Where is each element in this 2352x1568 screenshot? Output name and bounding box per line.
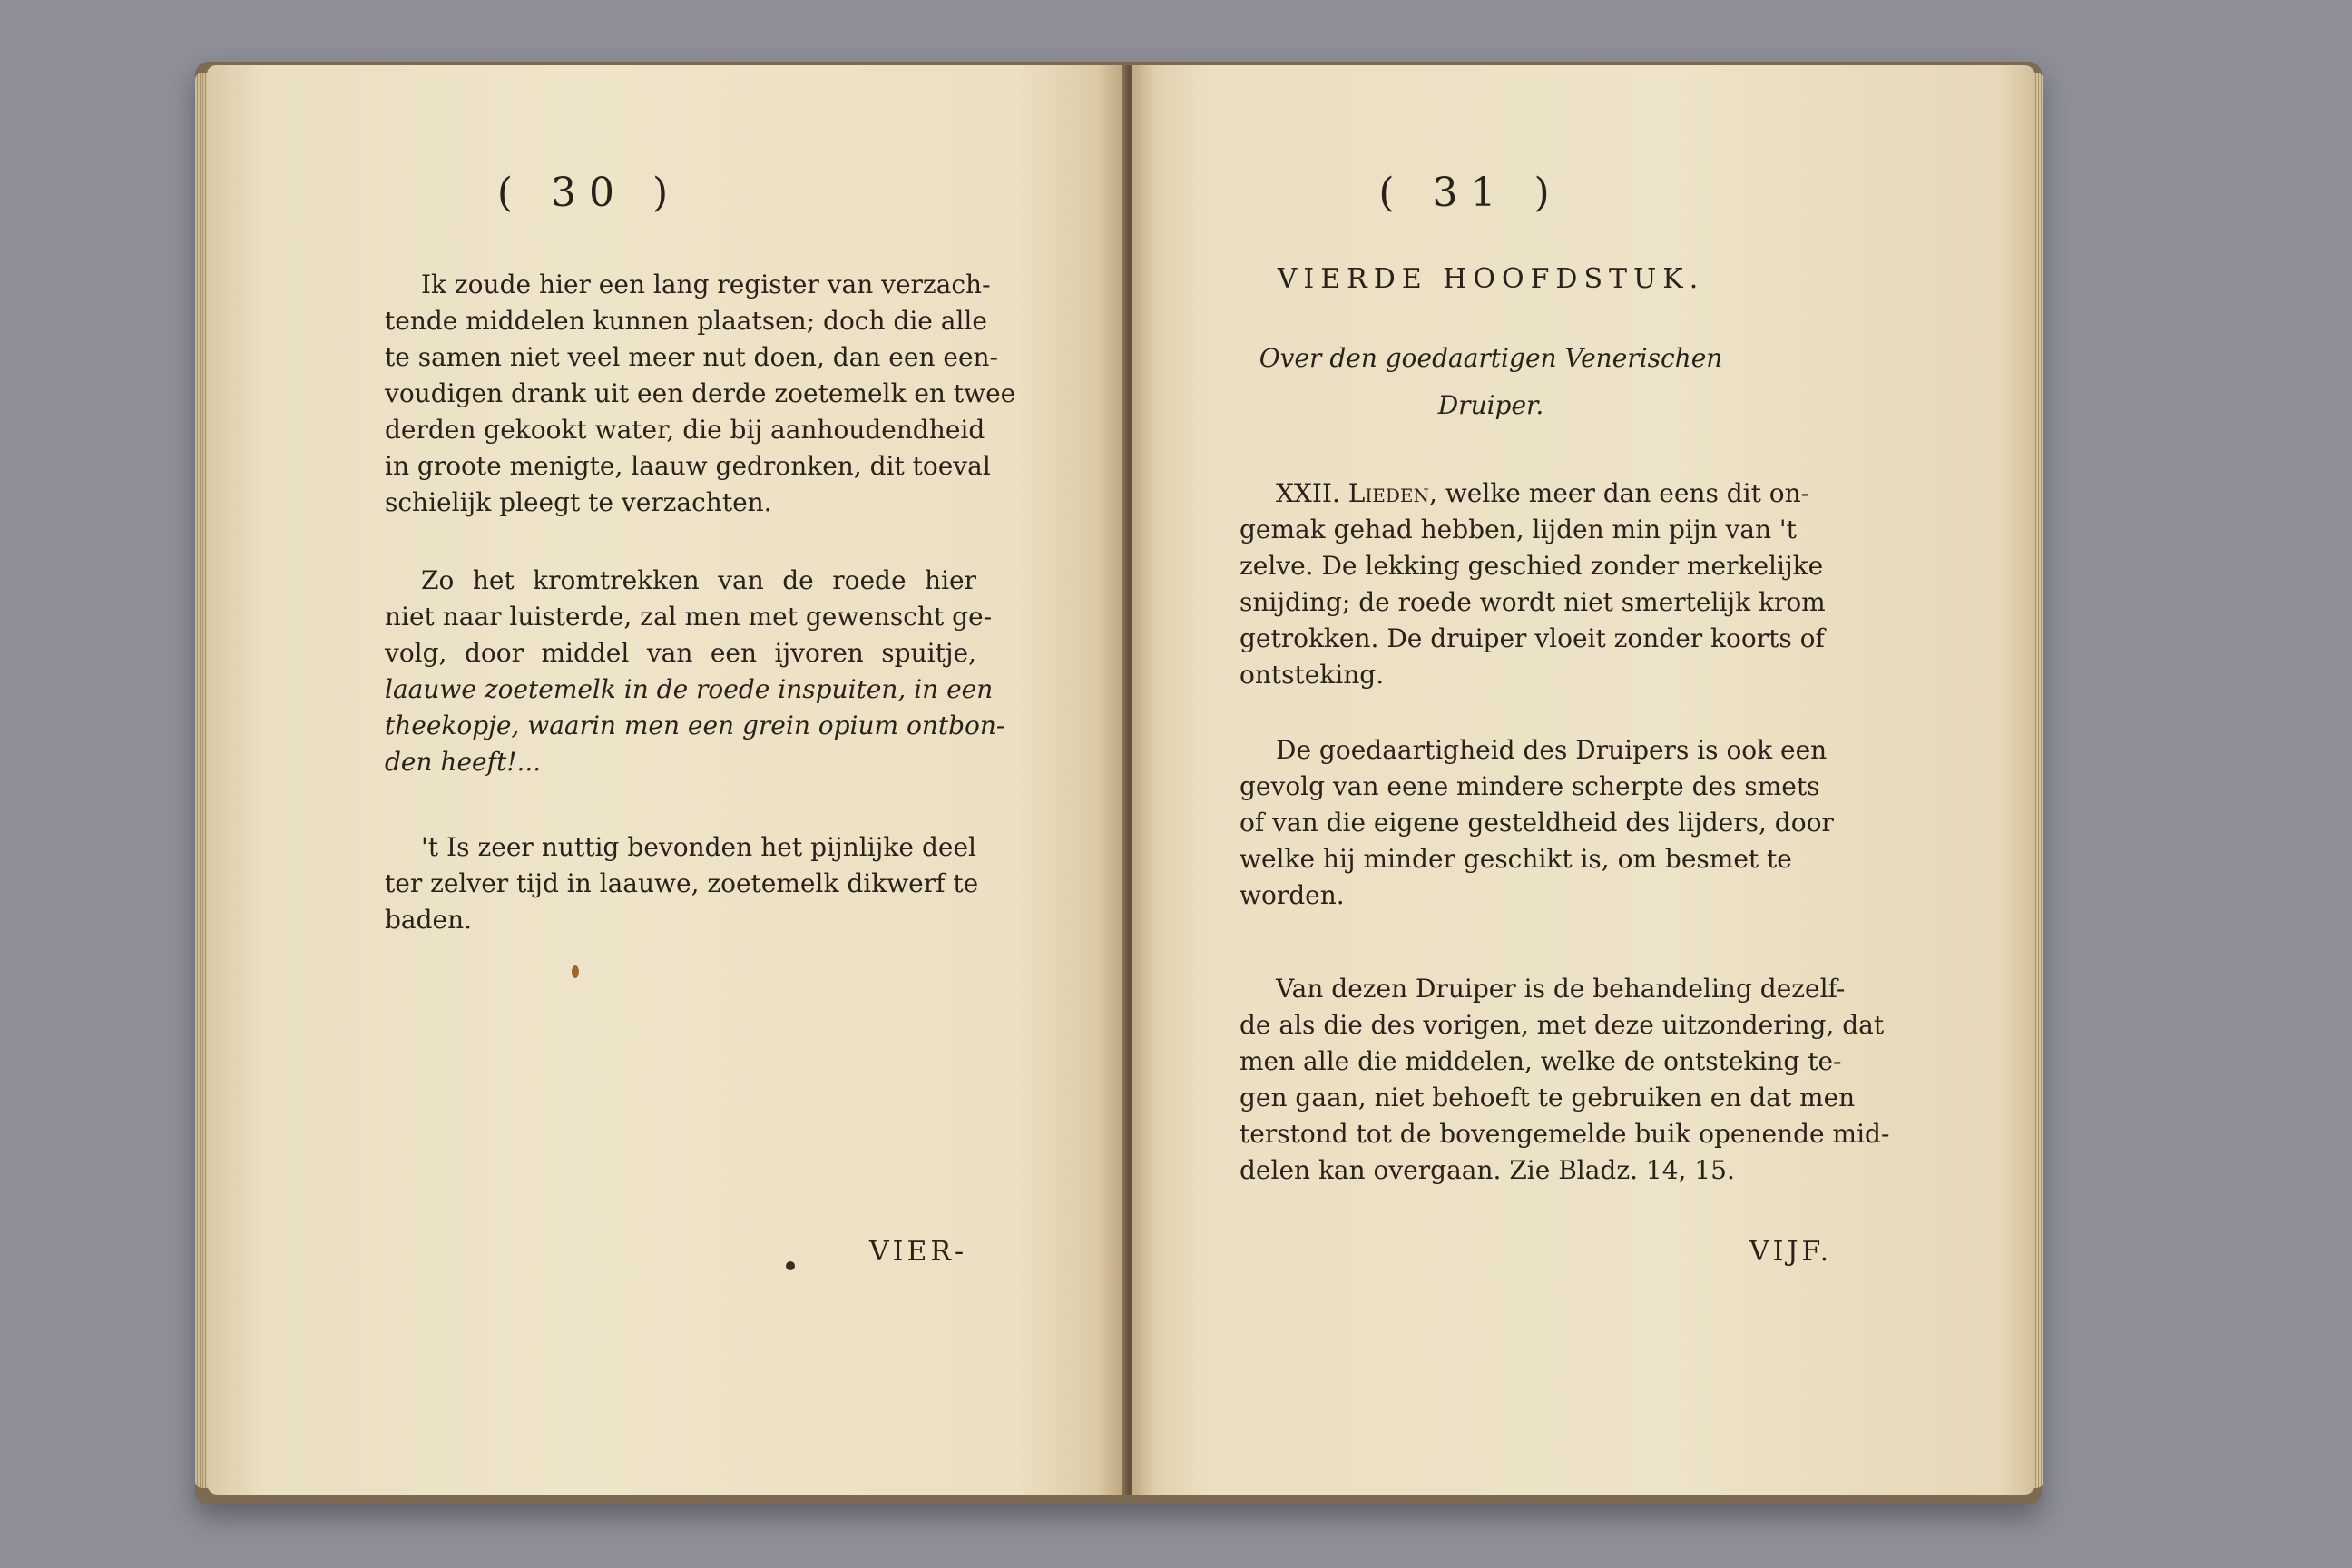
text-line: laauwe zoetemelk in de roede inspuiten, in een xyxy=(385,674,994,704)
text-line: theekopje, waarin men een grein opium ontbon- xyxy=(385,710,1005,740)
text-line: Ik zoude hier een lang register van verzach- xyxy=(421,270,991,299)
catchword-right: VIJF. xyxy=(1749,1236,1833,1268)
chapter-subheading-line-2: Druiper. xyxy=(1437,390,1544,420)
text-line: in groote menigte, laauw gedronken, dit toeval xyxy=(385,451,991,481)
text-line: welke hij minder geschikt is, om besmet te xyxy=(1240,844,1792,874)
text-line: De goedaartigheid des Druipers is ook een xyxy=(1276,735,1828,765)
text-line: gevolg van eene mindere scherpte des smets xyxy=(1240,771,1820,801)
text-line: of van die eigene gesteldheid des lijders, door xyxy=(1240,808,1834,838)
left-paragraph-3 xyxy=(385,829,979,938)
text-line: snijding; de roede wordt niet smertelijk krom xyxy=(1240,587,1826,617)
right-paragraph-1 xyxy=(1240,475,1826,693)
text-line: getrokken. De druiper vloeit zonder koorts of xyxy=(1240,623,1825,653)
chapter-heading: VIERDE HOOFDSTUK. xyxy=(1277,263,1705,295)
text-line: men alle die middelen, welke de ontsteking te- xyxy=(1240,1046,1842,1076)
text-line: volg, door middel van een ijvoren spuitje, xyxy=(385,638,976,668)
text-line: Zo het kromtrekken van de roede hier xyxy=(421,565,976,595)
left-paragraph-2 xyxy=(385,563,1005,780)
text-line: tende middelen kunnen plaatsen; doch die alle xyxy=(385,306,987,336)
text-line: Van dezen Druiper is de behandeling dezelf- xyxy=(1276,974,1846,1004)
text-line: den heeft!... xyxy=(385,747,542,777)
text-line: worden. xyxy=(1240,880,1345,910)
chapter-subheading-line-1: Over den goedaartigen Venerischen xyxy=(1259,343,1723,373)
text-line: voudigen drank uit een derde zoetemelk en twee xyxy=(385,378,1016,408)
text-fragment: , welke meer dan eens dit on- xyxy=(1429,478,1810,508)
text-line: te samen niet veel meer nut doen, dan een een- xyxy=(385,342,999,372)
page-number-left: ( 30 ) xyxy=(496,170,681,216)
first-word: Lieden xyxy=(1348,478,1430,508)
text-line: de als die des vorigen, met deze uitzondering, dat xyxy=(1240,1010,1885,1040)
text-line: gen gaan, niet behoeft te gebruiken en dat men xyxy=(1240,1083,1856,1112)
text-line xyxy=(1240,475,1810,512)
text-line: derden gekookt water, die bij aanhoudendheid xyxy=(385,415,985,445)
text-line: terstond tot de bovengemelde buik openende mid- xyxy=(1240,1119,1890,1149)
text-line: niet naar luisterde, zal men met gewenscht ge- xyxy=(385,602,993,632)
right-page xyxy=(1132,65,2035,1494)
text-line: zelve. De lekking geschied zonder merkelijke xyxy=(1240,551,1824,581)
paper-stain xyxy=(572,965,579,978)
right-paragraph-2 xyxy=(1240,732,1834,914)
text-line: ontsteking. xyxy=(1240,660,1385,690)
right-paragraph-3 xyxy=(1240,971,1890,1189)
left-paragraph-1 xyxy=(385,267,1016,521)
text-line: schielijk pleegt te verzachten. xyxy=(385,487,772,517)
page-number-right: ( 31 ) xyxy=(1378,170,1563,216)
text-line: baden. xyxy=(385,905,473,935)
left-page xyxy=(207,65,1125,1494)
text-line: delen kan overgaan. Zie Bladz. 14, 15. xyxy=(1240,1155,1735,1185)
catchword-left: VIER- xyxy=(869,1236,968,1268)
section-number: XXII. xyxy=(1276,478,1340,508)
text-line: 't Is zeer nuttig bevonden het pijnlijke deel xyxy=(421,832,976,862)
text-line: ter zelver tijd in laauwe, zoetemelk dikwerf te xyxy=(385,868,979,898)
paper-stain xyxy=(786,1261,795,1270)
text-line: gemak gehad hebben, lijden min pijn van 't xyxy=(1240,514,1797,544)
